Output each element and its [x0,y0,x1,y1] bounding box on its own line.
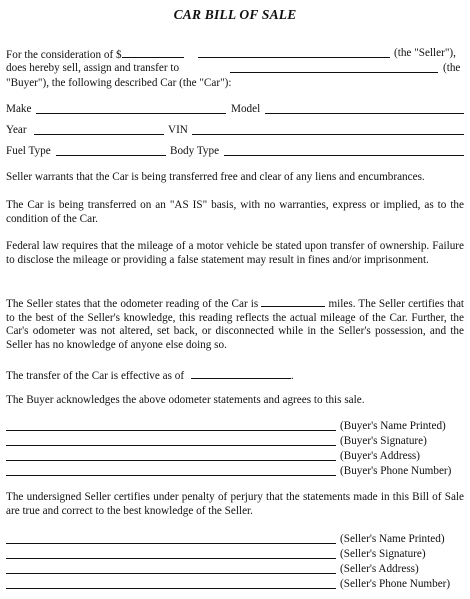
seller-address-label: (Seller's Address) [340,563,419,575]
seller-name-printed-label: (Seller's Name Printed) [340,533,445,545]
make-label: Make [6,103,32,115]
vin-label: VIN [168,124,188,136]
fuel-type-label: Fuel Type [6,145,51,157]
odometer-statement: The Seller states that the odometer reading of the Car is [6,298,259,310]
buyer-phone-line[interactable] [6,475,336,476]
intro-line-2-end: (the [443,62,461,74]
buyer-acknowledgement: The Buyer acknowledges the above odometer statements and agrees to this sale. [6,394,365,406]
seller-name-field[interactable] [198,47,390,58]
fuel-type-field[interactable] [56,145,166,156]
year-field[interactable] [34,124,164,135]
effective-date-line: The transfer of the Car is effective as of . [6,370,294,382]
buyer-signature-line[interactable] [6,445,336,446]
make-field[interactable] [36,103,226,114]
warranty-paragraph: Seller warrants that the Car is being transferred free and clear of any liens and encumbrances. [6,171,425,183]
odometer-reading-field[interactable] [261,296,325,307]
effective-date-label: The transfer of the Car is effective as of [6,370,185,382]
seller-designation: (the "Seller"), [394,47,456,59]
consideration-amount-field[interactable] [122,47,184,58]
buyer-name-field[interactable] [230,62,438,73]
seller-name-printed-line[interactable] [6,543,336,544]
seller-address-line[interactable] [6,573,336,574]
buyer-name-printed-line[interactable] [6,430,336,431]
seller-certification: The undersigned Seller certifies under penalty of perjury that the statements made in this Bill of Sale are true and correct to the best knowledge of the Seller. [6,491,464,517]
seller-signature-label: (Seller's Signature) [340,548,426,560]
buyer-address-line[interactable] [6,460,336,461]
buyer-name-printed-label: (Buyer's Name Printed) [340,420,446,432]
buyer-signature-label: (Buyer's Signature) [340,435,427,447]
buyer-address-label: (Buyer's Address) [340,450,421,462]
odometer-paragraph [6,296,464,352]
document-title: CAR BILL OF SALE [173,7,297,22]
seller-phone-label: (Seller's Phone Number) [340,578,451,590]
consideration-label: For the consideration of $ [6,49,122,61]
as-is-paragraph: The Car is being transferred on an "AS IS" basis, with no warranties, express or implied, as to the condition of the Car. [6,199,464,225]
intro-line-2: does hereby sell, assign and transfer to [6,62,180,74]
intro-line-3: "Buyer"), the following described Car (the "Car"): [6,77,232,89]
seller-phone-line[interactable] [6,588,336,589]
intro-line-1 [6,47,184,63]
year-label: Year [6,124,27,136]
seller-signature-line[interactable] [6,558,336,559]
buyer-phone-label: (Buyer's Phone Number) [340,465,452,477]
vin-field[interactable] [192,124,464,135]
model-label: Model [231,103,261,115]
body-type-label: Body Type [170,145,220,157]
model-field[interactable] [265,103,464,114]
body-type-field[interactable] [224,145,464,156]
effective-date-field[interactable] [191,368,291,379]
odometer-certification: miles. The Seller certifies that to the best of the Seller's knowledge, this reading reflects the actual mileage of the Car. Further, the Car's odometer was not altered, set back, or disconnected while in the Seller's possession, and the Seller has no knowledge of anyone else doing so. [6,298,465,351]
federal-law-paragraph: Federal law requires that the mileage of a motor vehicle be stated upon transfer of ownership. Failure to disclose the mileage or providing a false statement may result in fines and/or imprisonment. [6,240,464,266]
